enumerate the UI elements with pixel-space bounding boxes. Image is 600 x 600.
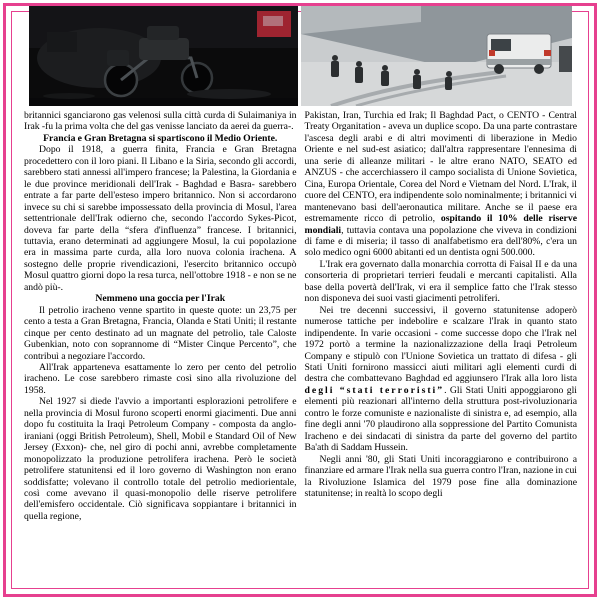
text-segment: Nei tre decenni successivi, il governo statunitense adoperò numerose tattiche per indebolire e scalzare l'Irak in quanto stato indipendente. In varie occasioni - come successe dopo che l'Irak nel 1972 portò a termine la nazionalizzazione della Iraqi Petroleum Company e stipulò con l'Unione Sovietica un trattato di difesa - gli Stati Uniti fornirono massicci aiuti militari agli elementi curdi di destra che combattevano Baghdad ed aggiunsero l'Irak alla loro lista — [304, 304, 577, 385]
text-segment: degli “stati terroristi” — [304, 384, 445, 396]
body-paragraph — [305, 305, 578, 454]
section-heading — [24, 133, 297, 144]
left-column — [24, 110, 297, 588]
night-vehicle-photo — [29, 6, 298, 106]
text-segment: Il petrolio iracheno venne spartito in queste quote: un 23,75 per cento a testa a Gran Bretagna, Francia, Olanda e Stati Uniti; il restante cinque per cento destinato ad un magnate del petrolio, tale Caloste Gubenkian, noto con soprannome di “Mister Cinque Percento”, che contribuì a negoziare l'accordo. — [24, 304, 297, 362]
text-segment: L'Irak era governato dalla monarchia corrotta di Faisal II e da una consorteria di proprietari terrieri feudali e mercanti capitalisti. Alla base della povertà dell'Irak, vi era il semplice fatto che l'Irak stesso non disponeva dei suoi vasti giacimenti petroliferi. — [304, 258, 577, 305]
text-segment: . Gli Stati Uniti appoggiarono gli elementi più reazionari all'interno della struttura post-rivoluzionaria contro le forze comuniste e nazionaliste di sinistra e, ad esempio, alla fine degli anni '70 plaudirono alla soppressione del Partito Comunista Iracheno e dei sindacati di sinistra da parte del governo del partito Ba'ath di Saddam Hussein. — [304, 384, 577, 454]
text-segment: ospitando il 10% delle riserve mondiali — [304, 213, 577, 236]
text-segment: Negli anni '80, gli Stati Uniti incoraggiarono e contribuirono a finanziare ed armare l'Irak nella sua guerra contro l'Iran, nazione in cui la Rivoluzione Islamica del 1979 pose fine alla dominazione statunitense; in realtà lo scopo degli — [304, 453, 577, 499]
text-segment: Francia e Gran Bretagna si spartiscono il Medio Oriente. — [43, 132, 278, 144]
body-paragraph — [24, 396, 297, 522]
text-segment: Pakistan, Iran, Turchia ed Irak; Il Baghdad Pact, o CENTO - Central Treaty Organitation - aveva un duplice scopo. Da una parte contrastare l'ascesa degli arabi e di altri movimenti di liberazione in Medio Oriente e nel sud-est asiatico; dall'altra rappresentare l'ennesima di una serie di alleanze militari - le altre erano NATO, SEATO ed ANZUS - che accerchiassero il campo socialista di Unione Sovietica, Cina, Europa Orientale, Corea del Nord e Vietnam del Nord. L'Irak, il cuore del CENTO, era indipendente solo nominalmente; i britannici vi mantenevano basi dell'aeronautica militare. Anche se il paese era estremamente ricco di petrolio, — [304, 110, 577, 225]
text-segment: , tuttavia contava una popolazione che viveva in condizioni di fame e di miseria; il tasso di analfabetismo era dell'80%, c'era un solo medico ogni 6000 abitanti ed un dentista ogni 500.000. — [304, 224, 577, 259]
text-segment: All'Irak apparteneva esattamente lo zero per cento del petrolio iracheno. Le cose sarebbero rimaste così sino alla rivoluzione del 1958. — [24, 361, 297, 396]
body-paragraph — [24, 362, 297, 396]
taillight-shape — [544, 50, 551, 56]
body-paragraph — [305, 110, 578, 259]
snow-convoy-photo-illustration — [301, 6, 572, 106]
right-column — [305, 110, 578, 588]
text-segment: Nel 1927 si diede l'avvio a importanti esplorazioni petrolifere e nella provincia di Mosul furono scoperti enormi giacimenti. Due anni dopo fu costituita la Iraqi Petroleum Company - composta da anglo-iraniani (oggi British Petroleum), Shell, Mobil e Standard Oil of New Jersey (Exxon)- che, nel giro di pochi anni, avrebbe completamente monopolizzato la produzione petrolifera irachena. Però le società petrolifere statunitensi ed il loro governo di Washington non erano soddisfatte; volevano il controllo totale del petrolio mediorientale, così come avevano il quasi-monopolio delle riserve petrolifere dell'emisfero occidentale. Ciò significava soppiantare i britannici in quella regione, — [24, 396, 297, 522]
text-segment: Nemmeno una goccia per l'Irak — [95, 293, 226, 305]
article-body — [24, 110, 577, 588]
section-heading — [24, 293, 297, 304]
body-paragraph — [305, 454, 578, 500]
body-paragraph — [24, 305, 297, 362]
white-truck-shape — [487, 34, 551, 74]
night-vehicle-photo-illustration — [29, 6, 298, 106]
body-paragraph — [305, 259, 578, 305]
text-segment: britannici sganciarono gas velenosi sulla città curda di Sulaimaniya in Irak -fu la prima volta che del gas venisse lanciato da aerei da guerra-. — [24, 110, 297, 133]
snow-convoy-photo — [301, 6, 572, 106]
body-paragraph — [24, 144, 297, 293]
text-segment: Dopo il 1918, a guerra finita, Francia e Gran Bretagna procedettero con il loro piani. Il Libano e la Siria, secondo gli accordi, sarebbero stati annessi all'impero francese; la Palestina, la Giordania e le due province meridionali dell'Irak - Baghdad e Basra- sarebbero entrate a far parte dell'esteso impero britannico. Non si accordarono invece su chi si sarebbe impossessato della provincia di Mosul, l'area settentrionale dell'Irak odierno che, secondo l'accordo Sykes-Picot, doveva far parte della “sfera d'influenza” francese. I britannici, tuttavia, erano determinati ad aggiungere Mosul, la cui popolazione era in massima parte curda, alla loro nuova colonia irachena. A sostegno delle proprie rivendicazioni, l'esercito britannico occupò Mosul quattro giorni dopo la resa turca, nell'ottobre 1918 - e non se ne andò più-. — [24, 144, 297, 293]
body-paragraph — [24, 110, 297, 133]
